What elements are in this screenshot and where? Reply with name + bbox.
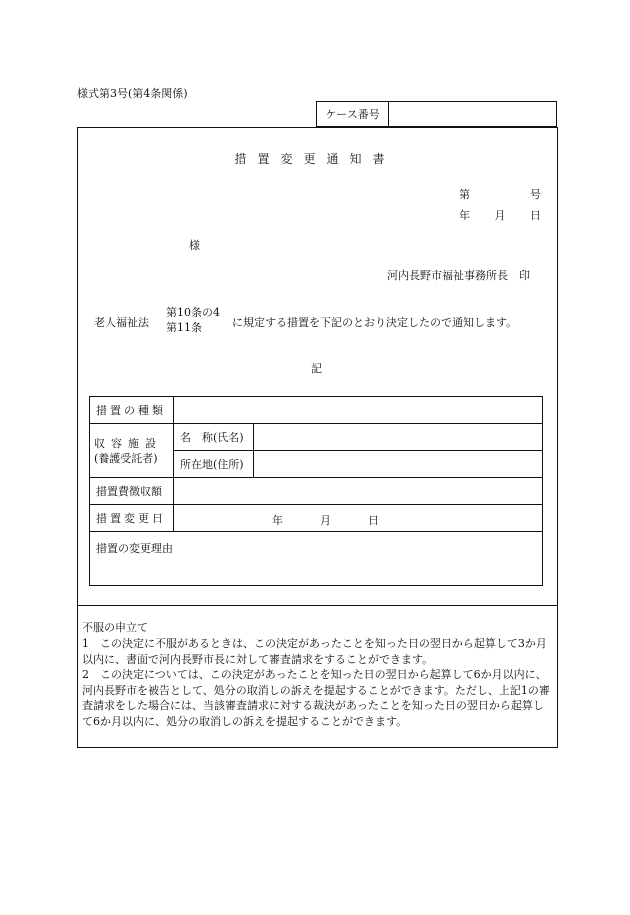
appeal-item-2-body: この決定については、この決定があったことを知った日の翌日から起算して6か月以内に、河内長野市を被告として、処分の取消しの訴えを提起することができます。ただし、上記1の審査請求をした場合には、当該審査請求に対する裁決があったことを知った日の翌日から起算して6か月以内に、処分の取消しの訴えを提起することができます。: [82, 668, 550, 728]
date-year: 年: [459, 209, 470, 222]
number-suffix: 号: [530, 188, 541, 201]
issuer-line: 河内長野市福祉事務所長 印: [387, 269, 530, 282]
change-date-value[interactable]: [174, 505, 543, 532]
date-month: 月: [494, 209, 506, 222]
facility-address-label: 所在地(住所): [174, 451, 254, 478]
case-number-box: [316, 101, 557, 127]
ki-heading: 記: [311, 362, 322, 375]
measure-type-label: 措置の種類: [90, 397, 174, 424]
date-day: 日: [530, 209, 541, 222]
measure-details-table: [89, 396, 543, 586]
law-name: 老人福祉法: [94, 316, 149, 329]
appeal-item-1-text: [82, 636, 554, 667]
appeal-title: 不服の申立て: [82, 621, 148, 634]
appeal-item-2-text: [82, 667, 554, 729]
number-prefix: 第: [459, 188, 470, 201]
law-articles: [166, 305, 220, 335]
facility-name-value[interactable]: [254, 424, 543, 451]
table-row: [90, 424, 543, 451]
facility-label-cell: [90, 424, 174, 478]
addressee-suffix: 様: [189, 239, 200, 252]
facility-name-label: 名 称(氏名): [174, 424, 254, 451]
table-row: [90, 505, 543, 532]
table-row: [90, 532, 543, 586]
facility-address-value[interactable]: [254, 451, 543, 478]
fee-value[interactable]: [174, 478, 543, 505]
change-reason-label: 措置の変更理由: [96, 542, 173, 555]
measure-type-value[interactable]: [174, 397, 543, 424]
article-2: 第11条: [166, 321, 202, 334]
appeal-item-1: [82, 636, 554, 667]
fee-label: 措置費徴収額: [90, 478, 174, 505]
table-row: [90, 478, 543, 505]
change-date-label: 措置変更日: [90, 505, 174, 532]
form-number-label: 様式第3号(第4条関係): [77, 87, 188, 100]
facility-label: 収容施設: [94, 436, 162, 450]
notice-statement: に規定する措置を下記のとおり決定したので通知します。: [232, 316, 518, 329]
document-title: 措置変更通知書: [234, 152, 396, 166]
appeal-item-2: [82, 667, 554, 729]
document-date-line: [459, 207, 541, 223]
appeal-item-2-number: 2: [82, 668, 89, 681]
appeal-item-1-body: この決定に不服があるときは、この決定があったことを知った日の翌日から起算して3か月以内に、書面で河内長野市長に対して審査請求をすることができます。: [82, 637, 547, 666]
change-date-year: 年: [272, 514, 283, 527]
facility-sublabel: (養護受託者): [94, 451, 158, 465]
change-date-month: 月: [320, 514, 331, 527]
table-row: [90, 397, 543, 424]
document-number-line: [459, 186, 541, 202]
change-date-day: 日: [368, 514, 379, 527]
appeal-item-1-number: 1: [82, 637, 89, 650]
article-1: 第10条の4: [166, 306, 220, 319]
case-number-label: ケース番号: [317, 102, 389, 126]
change-reason-cell[interactable]: [90, 532, 543, 586]
